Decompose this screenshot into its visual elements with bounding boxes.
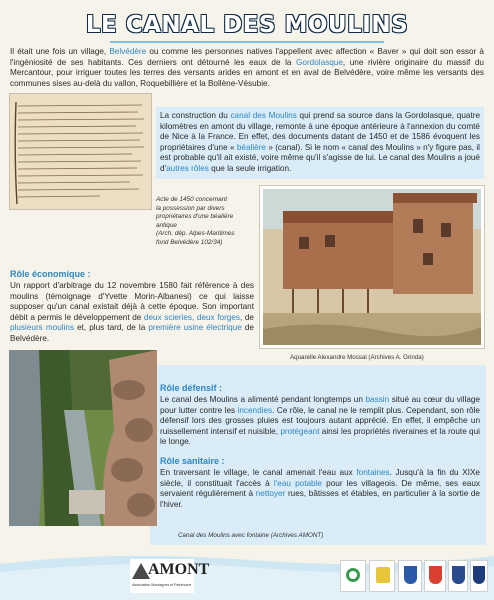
defensive-paragraph: Le canal des Moulins a alimenté pendant longtemps un bassin situé au cœur du village pour lutter contre les incendies. Ce rôle, le canal ne le remplit plus. Cependant, son rôle défensif lors des grosses pluies est toujours autant apprécié. En effet, il empêche un ruissellement intensif et nuisible, protégeant ainsi les propriétés riveraines et la route qui le longe. [160,395,481,447]
intro-paragraph: Il était une fois un village, Belvédère ou comme les personnes natives l'appellent avec affection « Baver » qui doit son essor à l'ingéniosité de ses habitants. Ces derniers ont détourné les eaux de la Gordolasque, une rivière originaire du massif du Mercantour, pour irriguer toutes les terres des versants arides en amont et en aval de Belvédère, voire même les versants des communes sises au-delà du vallon, Roquebillière et la Bollène-Vésubie. [10,47,484,88]
watercolor-caption: Aquarelle Alexandre Mossal (Archives A. Grinda) [290,354,424,361]
yellow-emblem-icon [376,567,390,583]
document-caption: Acte de 1450 concernant la possession par divers propriétaires d'une béalière antique (Arch. dép. Alpes-Maritimes fond Belvédère 102/34) [156,196,235,246]
blue-crest-icon [404,566,417,584]
partner-logo-green [340,560,366,592]
partner-logo-crest-4 [470,560,488,592]
page-title: LE CANAL DES MOULINS [85,12,409,38]
economic-paragraph: Un rapport d'arbitrage du 12 novembre 1580 fait référence à des moulins (témoignage d'Yvette Morin-Albanesi) ce qui laisse supposer qu'un canal existait déjà à cette époque. Son important débit a permis le développement de deux scieries, deux forges, de plusieurs moulins et, plus tard, de la première usine électrique de Belvédère. [10,281,254,343]
partner-logo-crest-2 [424,560,446,592]
partner-logo-crest-1 [398,560,422,592]
red-crest-icon [429,566,442,584]
amont-logo-text: AMONT [148,561,210,578]
construction-paragraph: La construction du canal des Moulins qui prend sa source dans la Gordolasque, quatre kilomètres en amont du village, remonte à une époque antérieure à l'annexion du comté de Nice à la France. En effet, des documents datant de 1450 et de 1586 évoquent les propriétaires d'une « béalière » (canal). Si le nom « canal des Moulins » n'y figure pas, il est probable qu'il ait existé, voire même qu'il s'agisse de lui. Le canal des Moulins a joué d'autres rôles que la seule irrigation. [160,111,480,173]
economic-heading: Rôle économique : [10,269,91,279]
dark-crest-icon [473,566,485,584]
canal-photo-illustration [9,350,157,526]
amont-logo-subtitle: Association Montagnes et Patrimoine [132,583,192,587]
old-document-image [9,93,152,210]
partner-logo-yellow [369,560,395,592]
defensive-heading: Rôle défensif : [160,383,223,393]
green-circle-icon [346,568,360,582]
title-underline [110,41,384,43]
photo-caption: Canal des Moulins avec fontaine (Archives AMONT) [178,532,324,539]
partner-logo-crest-3 [448,560,468,592]
watercolor-illustration [263,189,481,345]
sanitary-paragraph: En traversant le village, le canal amenait l'eau aux fontaines. Jusqu'à la fin du XIXe siècle, il constituait l'accès à l'eau potable pour les villageois. De même, ses eaux servaient régulièrement à nettoyer rues, bâtisses et étables, en particulier à la sortie de l'hiver. [160,468,480,509]
sanitary-heading: Rôle sanitaire : [160,456,225,466]
manuscript-illustration [10,94,152,210]
watercolor-image [260,186,484,348]
navy-crest-icon [452,566,465,584]
canal-photo [9,350,157,526]
amont-logo [130,559,210,593]
